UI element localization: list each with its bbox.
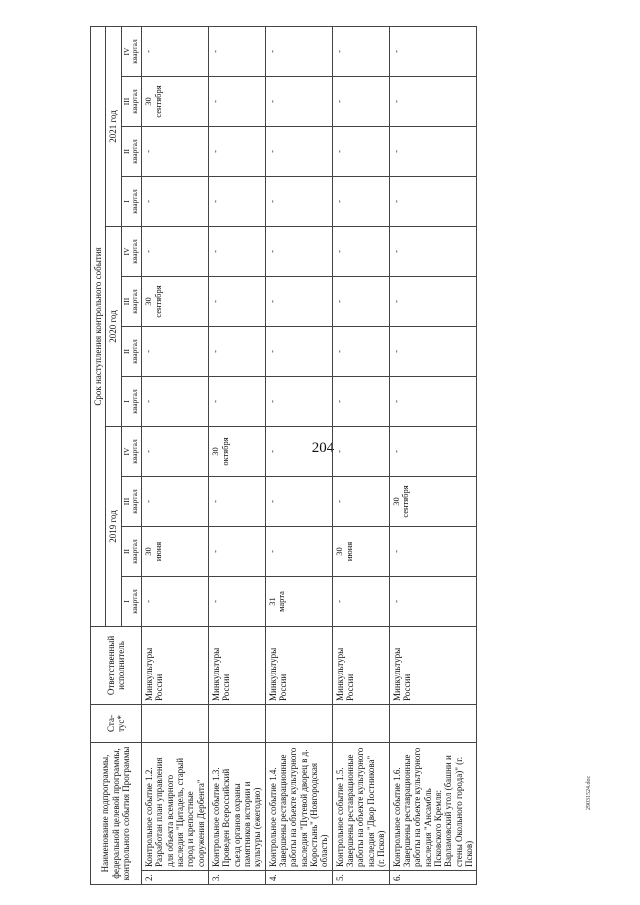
row-status: [141, 704, 208, 742]
row-quarter-cell: -: [332, 426, 389, 476]
row-number: 3.: [209, 871, 266, 885]
row-status: [332, 704, 389, 742]
table-row: [209, 26, 266, 884]
table-row: [141, 26, 208, 884]
row-quarter-cell: -: [209, 276, 266, 326]
table-row: [265, 26, 332, 884]
row-quarter-cell: -: [389, 376, 477, 426]
row-quarter-cell: 30 сентября: [141, 76, 208, 126]
row-quarter-cell: -: [141, 326, 208, 376]
header-quarter: II квартал: [121, 326, 141, 376]
row-quarter-cell: 30 октября: [209, 426, 266, 476]
row-quarter-cell: -: [389, 526, 477, 576]
header-deadline: Срок наступления контрольного события: [91, 26, 106, 626]
row-quarter-cell: -: [209, 376, 266, 426]
row-quarter-cell: -: [209, 226, 266, 276]
row-quarter-cell: -: [141, 476, 208, 526]
row-quarter-cell: -: [389, 126, 477, 176]
header-quarter: III квартал: [121, 476, 141, 526]
row-quarter-cell: -: [265, 526, 332, 576]
header-status: Ста-тус*: [91, 704, 142, 742]
table-row: [389, 26, 477, 884]
row-number: 6.: [389, 871, 477, 885]
row-quarter-cell: -: [332, 276, 389, 326]
row-quarter-cell: -: [332, 126, 389, 176]
row-quarter-cell: -: [209, 176, 266, 226]
header-year: 2019 год: [106, 426, 121, 626]
row-quarter-cell: -: [265, 476, 332, 526]
row-quarter-cell: -: [209, 476, 266, 526]
row-quarter-cell: -: [389, 276, 477, 326]
row-executor: Минкультуры России: [332, 626, 389, 704]
row-number: 2.: [141, 871, 208, 885]
row-quarter-cell: -: [265, 176, 332, 226]
row-quarter-cell: -: [332, 326, 389, 376]
row-quarter-cell: -: [209, 326, 266, 376]
row-quarter-cell: -: [209, 576, 266, 626]
row-quarter-cell: -: [389, 326, 477, 376]
header-quarter: IV квартал: [121, 226, 141, 276]
row-event-name: Контрольное событие 1.5. Завершены реставрационные работы на объекте культурного наследия "Двор Постникова" (г. Псков): [332, 742, 389, 870]
row-quarter-cell: -: [332, 176, 389, 226]
header-quarter: II квартал: [121, 526, 141, 576]
row-quarter-cell: -: [265, 426, 332, 476]
header-quarter: I квартал: [121, 576, 141, 626]
row-quarter-cell: -: [389, 426, 477, 476]
header-year: 2021 год: [106, 26, 121, 226]
row-quarter-cell: -: [389, 76, 477, 126]
row-event-name: Контрольное событие 1.2. Разработан план управления для объекта всемирного наследия "Цитадель, старый город и крепостные сооружения Дербента": [141, 742, 208, 870]
row-quarter-cell: -: [265, 226, 332, 276]
row-status: [389, 704, 477, 742]
header-name: Наименование подпрограммы, федеральной целевой программы, контрольного события Программы: [91, 742, 142, 884]
row-quarter-cell: -: [265, 76, 332, 126]
row-quarter-cell: 30 июня: [332, 526, 389, 576]
page-number: 204: [311, 440, 335, 456]
table-row: [332, 26, 389, 884]
row-quarter-cell: -: [209, 26, 266, 76]
row-quarter-cell: -: [332, 26, 389, 76]
row-quarter-cell: -: [141, 376, 208, 426]
row-quarter-cell: -: [332, 76, 389, 126]
row-quarter-cell: -: [332, 576, 389, 626]
row-executor: Минкультуры России: [265, 626, 332, 704]
row-quarter-cell: -: [265, 276, 332, 326]
header-quarter: III квартал: [121, 276, 141, 326]
row-event-name: Контрольное событие 1.4. Завершены реставрационные работы на объекте культурного наследия "Путевой дворец в д. Коростынь" (Новгородская область): [265, 742, 332, 870]
row-number: 5.: [332, 871, 389, 885]
row-quarter-cell: -: [332, 476, 389, 526]
row-quarter-cell: -: [209, 76, 266, 126]
row-executor: Минкультуры России: [141, 626, 208, 704]
row-executor: Минкультуры России: [209, 626, 266, 704]
row-quarter-cell: -: [209, 526, 266, 576]
row-quarter-cell: -: [389, 176, 477, 226]
row-quarter-cell: -: [265, 126, 332, 176]
row-quarter-cell: -: [332, 226, 389, 276]
header-quarter: IV квартал: [121, 426, 141, 476]
row-quarter-cell: 30 сентября: [141, 276, 208, 326]
row-quarter-cell: 30 сентября: [389, 476, 477, 526]
row-quarter-cell: -: [389, 226, 477, 276]
row-quarter-cell: 30 июня: [141, 526, 208, 576]
row-event-name: Контрольное событие 1.6. Завершены реставрационные работы на объекте культурного наследия "Ансамбль Псковского Кремля: Варламовский угол (башни и стены Окольного города)" (г. Псков): [389, 742, 477, 870]
row-quarter-cell: -: [209, 126, 266, 176]
header-quarter: IV квартал: [121, 26, 141, 76]
row-quarter-cell: -: [141, 126, 208, 176]
row-number: 4.: [265, 871, 332, 885]
header-quarter: I квартал: [121, 376, 141, 426]
row-quarter-cell: -: [265, 26, 332, 76]
row-executor: Минкультуры России: [389, 626, 477, 704]
header-quarter: II квартал: [121, 126, 141, 176]
row-quarter-cell: -: [141, 576, 208, 626]
row-quarter-cell: -: [265, 376, 332, 426]
row-quarter-cell: -: [141, 226, 208, 276]
row-quarter-cell: -: [332, 376, 389, 426]
footer-filename: 29031524.doc: [586, 775, 592, 810]
row-status: [209, 704, 266, 742]
row-quarter-cell: -: [389, 576, 477, 626]
row-quarter-cell: -: [141, 426, 208, 476]
header-executor: Ответственный исполнитель: [91, 626, 142, 704]
rotated-table-container: [90, 30, 600, 885]
control-events-table: [90, 26, 477, 885]
row-event-name: Контрольное событие 1.3. Проведен Всероссийский съезд органов охраны памятников истории и культуры (ежегодно): [209, 742, 266, 870]
table-body: [141, 26, 476, 884]
header-quarter: III квартал: [121, 76, 141, 126]
row-status: [265, 704, 332, 742]
header-year: 2020 год: [106, 226, 121, 426]
row-quarter-cell: -: [141, 176, 208, 226]
header-quarter: I квартал: [121, 176, 141, 226]
row-quarter-cell: 31 марта: [265, 576, 332, 626]
row-quarter-cell: -: [265, 326, 332, 376]
row-quarter-cell: -: [389, 26, 477, 76]
row-quarter-cell: -: [141, 26, 208, 76]
